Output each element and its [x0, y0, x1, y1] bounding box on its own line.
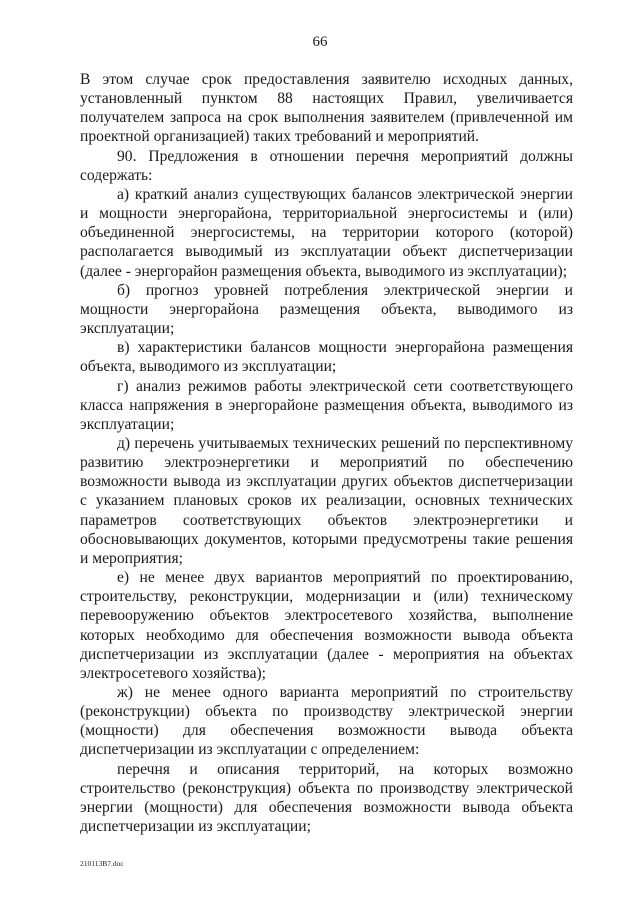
paragraph-item-90: 90. Предложения в отношении перечня мероприятий должны содержать:	[80, 147, 573, 184]
paragraph-subitem-zh: ж) не менее одного варианта мероприятий по строительству (реконструкции) объекта по производству электрической энергии (мощности) для обеспечения возможности вывода объекта диспетчеризации из эксплуатации с определением:	[80, 684, 573, 759]
paragraph-subitem-g: г) анализ режимов работы электрической сети соответствующего класса напряжения в энергорайоне размещения объекта, выводимого из эксплуатации;	[80, 377, 573, 433]
paragraph-territories: перечня и описания территорий, на которых возможно строительство (реконструкция) объекта по производству электрической энергии (мощности) для обеспечения возможности вывода объекта диспетчеризации из эксплуатации;	[80, 760, 573, 836]
paragraph-subitem-d: д) перечень учитываемых технических решений по перспективному развитию электроэнергетики и мероприятий по обеспечению возможности вывода из эксплуатации других объектов диспетчеризации с указанием плановых сроков их реализации, основных технических параметров соответствующих объектов электроэнергетики и обосновывающих документов, которыми предусмотрены такие решения и мероприятия;	[80, 434, 573, 567]
paragraph-intro: В этом случае срок предоставления заявителю исходных данных, установленный пунктом 88 настоящих Правил, увеличивается получателем запроса на срок выполнения заявителем (привлеченной им проектной организацией) таких требований и мероприятий.	[80, 71, 573, 146]
paragraph-subitem-e: е) не менее двух вариантов мероприятий по проектированию, строительству, реконструкции, модернизации и (или) техническому перевооружению объектов электросетевого хозяйства, выполнение которых необходимо для обеспечения возможности вывода объекта диспетчеризации из эксплуатации (далее - мероприятия на объектах электросетевого хозяйства);	[80, 569, 573, 682]
paragraph-subitem-b: б) прогноз уровней потребления электрической энергии и мощности энергорайона размещения объекта, выводимого из эксплуатации;	[80, 281, 573, 338]
page-number: 66	[312, 34, 328, 50]
document-body	[80, 70, 573, 836]
file-name-footer: 210113В7.doc	[80, 859, 124, 868]
paragraph-subitem-a: а) краткий анализ существующих балансов электрической энергии и мощности энергорайона, территориальной энергосистемы и (или) объединенной энергосистемы, на территории которого (которой) располагается выводимый из эксплуатации объект диспетчеризации (далее - энергорайон размещения объекта, выводимого из эксплуатации);	[80, 185, 573, 280]
paragraph-subitem-v: в) характеристики балансов мощности энергорайона размещения объекта, выводимого из эксплуатации;	[80, 339, 573, 376]
